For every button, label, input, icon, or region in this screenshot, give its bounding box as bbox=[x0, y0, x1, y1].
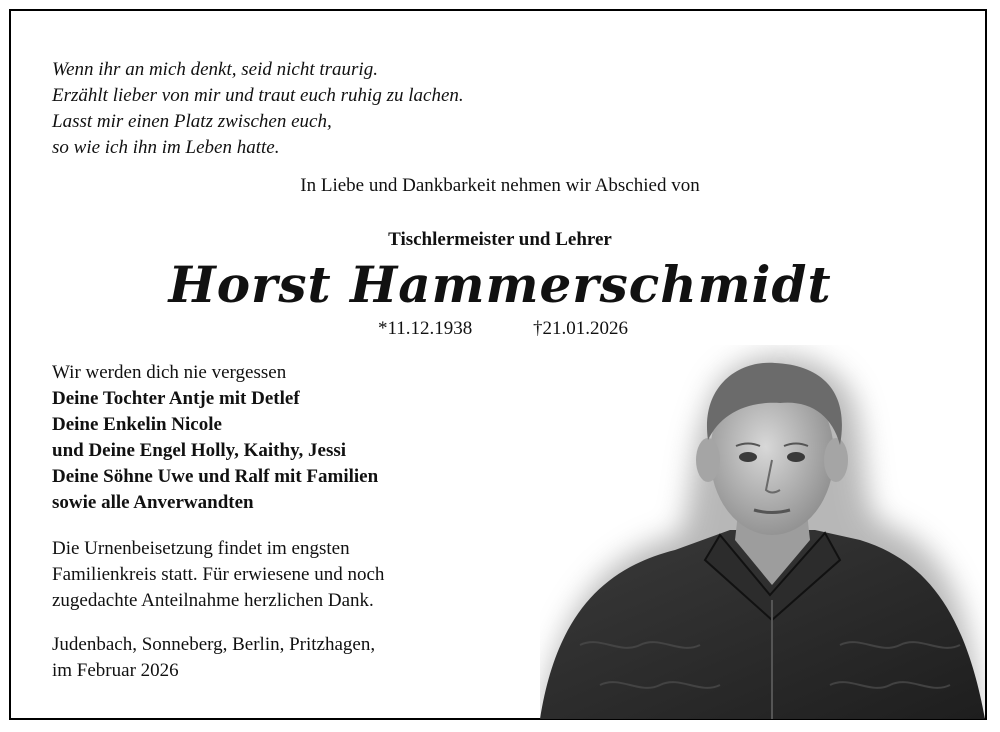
farewell-intro: In Liebe und Dankbarkeit nehmen wir Abschied von bbox=[300, 175, 700, 196]
place-line: Judenbach, Sonneberg, Berlin, Pritzhagen, bbox=[52, 634, 376, 655]
notice-line: Die Urnenbeisetzung findet im engsten bbox=[52, 538, 350, 559]
death-date: †21.01.2026 bbox=[533, 318, 628, 339]
mourner-line: sowie alle Anverwandten bbox=[52, 492, 254, 513]
mourners-list bbox=[52, 360, 378, 516]
poem bbox=[52, 57, 464, 161]
poem-line: Erzählt lieber von mir und traut euch ruhig zu lachen. bbox=[52, 85, 464, 106]
mourner-line: Deine Söhne Uwe und Ralf mit Familien bbox=[52, 466, 379, 487]
mourner-line: Deine Tochter Antje mit Detlef bbox=[52, 388, 300, 409]
poem-line: so wie ich ihn im Leben hatte. bbox=[52, 137, 280, 158]
poem-line: Lasst mir einen Platz zwischen euch, bbox=[52, 111, 332, 132]
mourner-line: und Deine Engel Holly, Kaithy, Jessi bbox=[52, 440, 347, 461]
poem-line: Wenn ihr an mich denkt, seid nicht traurig. bbox=[52, 59, 378, 80]
birth-date: *11.12.1938 bbox=[378, 318, 473, 339]
notice-line: zugedachte Anteilnahme herzlichen Dank. bbox=[52, 590, 374, 611]
mourner-line: Deine Enkelin Nicole bbox=[52, 414, 222, 435]
mourners-lead: Wir werden dich nie vergessen bbox=[52, 362, 287, 383]
place-and-date bbox=[52, 632, 375, 684]
deceased-name: Horst Hammerschmidt bbox=[168, 255, 832, 314]
portrait-photo bbox=[540, 345, 985, 719]
profession: Tischlermeister und Lehrer bbox=[388, 229, 612, 250]
place-line: im Februar 2026 bbox=[52, 660, 179, 681]
notice-line: Familienkreis statt. Für erwiesene und noch bbox=[52, 564, 385, 585]
burial-notice bbox=[52, 536, 482, 614]
